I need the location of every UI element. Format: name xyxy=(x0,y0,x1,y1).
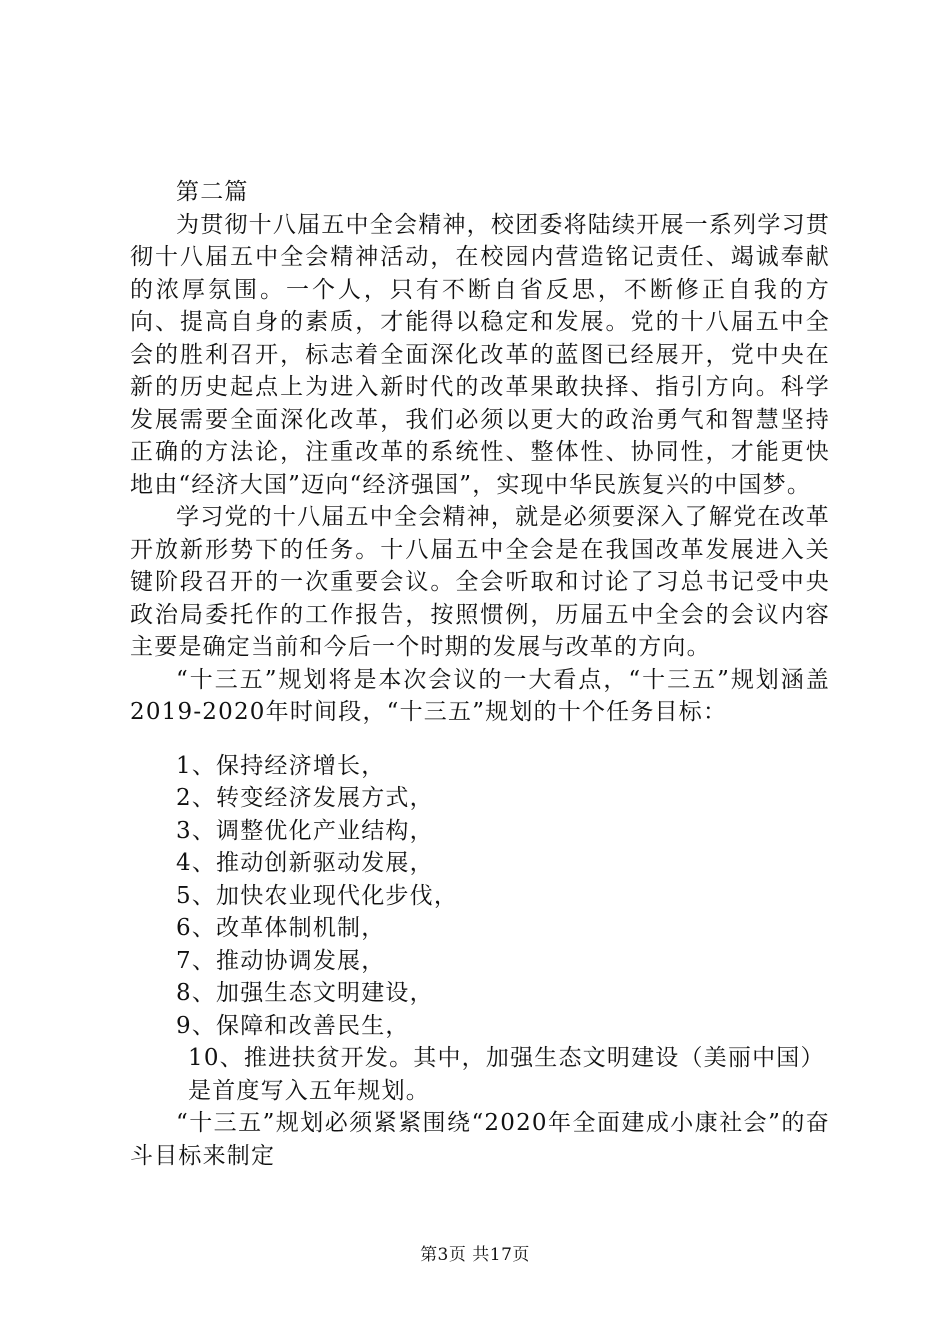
paragraph-1: 为贯彻十八届五中全会精神，校团委将陆续开展一系列学习贯彻十八届五中全会精神活动，在校园内营造铭记责任、竭诚奉献的浓厚氛围。一个人，只有不断自省反思，不断修正自我的方向、提高自身的素质，才能得以稳定和发展。党的十八届五中全会的胜利召开，标志着全面深化改革的蓝图已经展开，党中央在新的历史起点上为进入新时代的改革果敢抉择、指引方向。科学发展需要全面深化改革，我们必须以更大的政治勇气和智慧坚持正确的方法论，注重改革的系统性、整体性、协同性，才能更快地由“经济大国”迈向“经济强国”，实现中华民族复兴的中国梦。 xyxy=(130,211,830,498)
paragraph-2: 学习党的十八届五中全会精神，就是必须要深入了解党在改革开放新形势下的任务。十八届五中全会是在我国改革发展进入关键阶段召开的一次重要会议。全会听取和讨论了习总书记受中央政治局委托作的工作报告，按照惯例，历届五中全会的会议内容主要是确定当前和今后一个时期的发展与改革的方向。 xyxy=(130,504,830,660)
list-item: 5、加快农业现代化步伐， xyxy=(176,882,459,909)
list-item: 9、保障和改善民生， xyxy=(176,1012,410,1039)
list-item: 6、改革体制机制， xyxy=(176,915,386,941)
closing-paragraph: “十三五”规划必须紧紧围绕“2020年全面建成小康社会”的奋斗目标来制定 xyxy=(130,1110,830,1169)
list-item: 3、调整优化产业结构， xyxy=(176,817,434,844)
section-heading: 第二篇 xyxy=(176,179,249,205)
document-body xyxy=(130,176,830,1172)
list-item: 2、转变经济发展方式， xyxy=(176,785,434,811)
paragraph-3: “十三五”规划将是本次会议的一大看点，“十三五”规划涵盖2019-2020年时间段，“十三五”规划的十个任务目标： xyxy=(130,666,830,725)
task-list xyxy=(130,750,830,1108)
list-item: 8、加强生态文明建设， xyxy=(176,980,434,1006)
page-footer: 第3页 共17页 xyxy=(420,1245,530,1265)
list-item: 7、推动协调发展， xyxy=(176,947,386,974)
list-item: 1、保持经济增长， xyxy=(176,752,386,779)
list-item: 4、推动创新驱动发展， xyxy=(176,850,434,876)
list-item: 10、推进扶贫开发。其中，加强生态文明建设（美丽中国）是首度写入五年规划。 xyxy=(188,1045,825,1104)
